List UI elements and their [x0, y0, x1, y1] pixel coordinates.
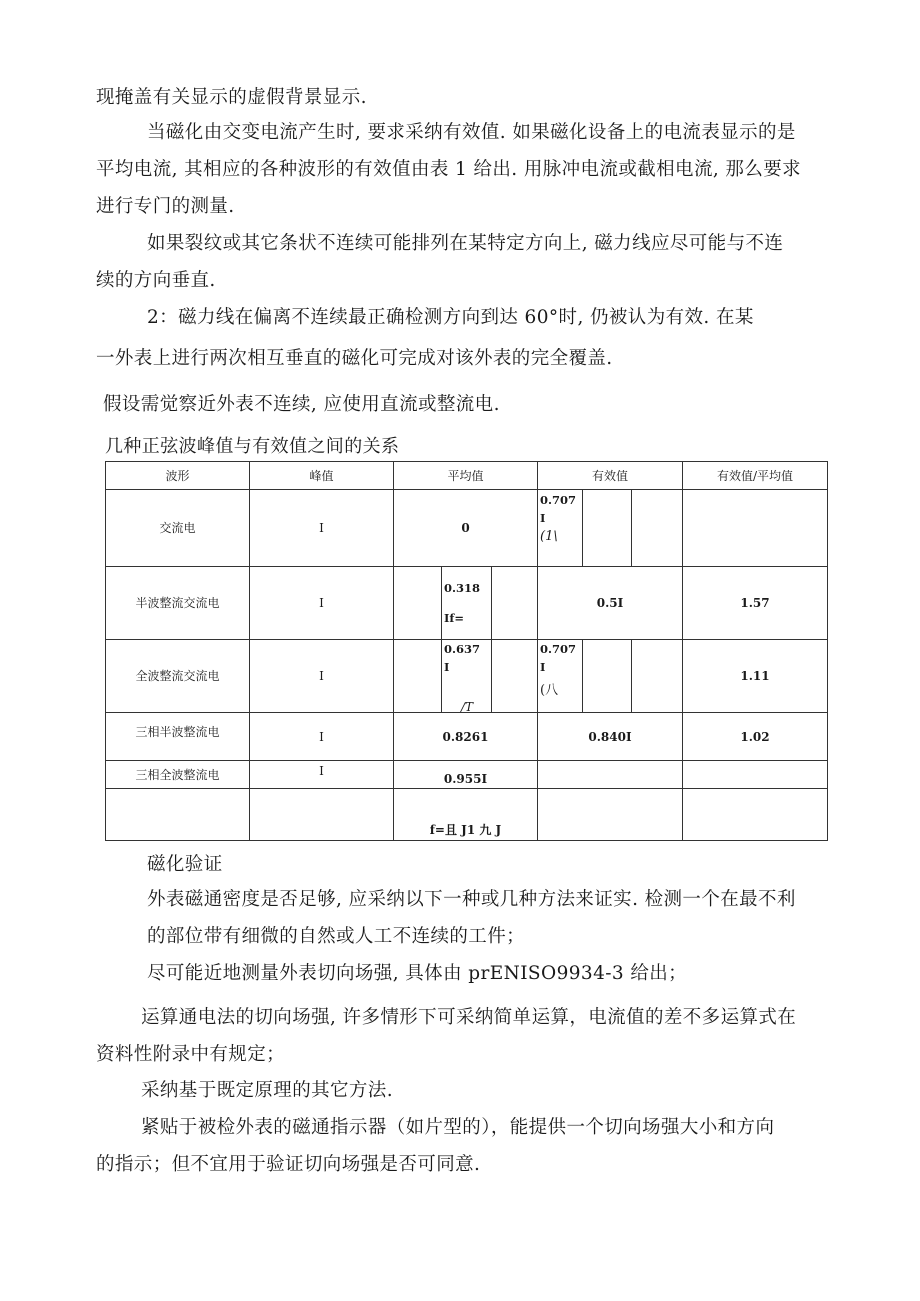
note-line: 一外表上进行两次相互垂直的磁化可完成对该外表的完全覆盖.	[96, 348, 613, 369]
average-cell	[394, 640, 538, 713]
average-value: 0.8261	[394, 713, 538, 761]
paragraph-line: 的部位带有细微的自然或人工不连续的工件；	[147, 926, 526, 947]
ratio-value: 1.11	[683, 640, 828, 713]
waveform-name: 全波整流交流电	[106, 640, 250, 713]
paragraph-line: 如果裂纹或其它条状不连续可能排列在某特定方向上, 磁力线应尽可能与不连	[147, 233, 784, 254]
average-value: 0	[394, 490, 538, 567]
header-cell: 波形	[106, 462, 250, 490]
rms-value: 0.5I	[538, 567, 683, 640]
header-cell: 有效值	[538, 462, 683, 490]
paragraph-line: 假设需觉察近外表不连续, 应使用直流或整流电.	[103, 394, 500, 415]
header-cell: 峰值	[250, 462, 394, 490]
average-value: 0.318	[444, 581, 481, 595]
paragraph-line: 的指示；但不宜用于验证切向场强是否可同意.	[96, 1154, 481, 1175]
note-line: 2：磁力线在偏离不连续最正确检测方向到达 60°时, 仍被认为有效. 在某	[147, 307, 754, 328]
paragraph-line: 当磁化由交变电流产生时, 要求采纳有效值. 如果磁化设备上的电流表显示的是	[147, 122, 796, 143]
cell-divider	[631, 490, 632, 566]
section-heading: 磁化验证	[147, 854, 223, 875]
cell-divider	[441, 640, 442, 712]
waveform-name: 交流电	[106, 490, 250, 567]
peak-value: I	[250, 567, 394, 640]
header-cell: 平均值	[394, 462, 538, 490]
table-caption: 几种正弦波峰值与有效值之间的关系	[105, 436, 400, 457]
rms-cell	[538, 490, 683, 567]
ratio-value: 1.57	[683, 567, 828, 640]
average-cell	[394, 567, 538, 640]
table-row	[106, 567, 828, 640]
waveform-name: 半波整流交流电	[106, 567, 250, 640]
peak-value: I	[250, 490, 394, 567]
table-header-row	[106, 462, 828, 490]
average-value: /T	[461, 700, 474, 714]
rms-value	[538, 789, 683, 841]
table-row	[106, 713, 828, 761]
table-row	[106, 761, 828, 789]
waveform-name: 三相半波整流电	[106, 713, 250, 761]
ratio-value	[683, 490, 828, 567]
header-cell: 有效值/平均值	[683, 462, 828, 490]
paragraph-line: 平均电流, 其相应的各种波形的有效值由表 1 给出. 用脉冲电流或截相电流, 那么要求	[96, 159, 802, 180]
peak-value: I	[250, 761, 394, 789]
cell-divider	[441, 567, 442, 639]
average-value: If=	[444, 611, 464, 625]
rms-value: (1\	[540, 529, 558, 544]
paragraph-line: 资料性附录中有规定；	[96, 1044, 286, 1065]
average-value: 0.637	[444, 642, 481, 656]
paragraph-line: 采纳基于既定原理的其它方法.	[141, 1080, 393, 1101]
average-value: 0.955I	[394, 761, 538, 789]
peak-value	[250, 789, 394, 841]
table-row	[106, 789, 828, 841]
waveform-name: 三相全波整流电	[106, 761, 250, 789]
rms-value: 0.707	[540, 642, 577, 656]
table-row	[106, 490, 828, 567]
cell-divider	[631, 640, 632, 712]
paragraph-line: 尽可能近地测量外表切向场强, 具体由 prENISO9934-3 给出；	[147, 963, 688, 984]
waveform-table	[105, 461, 828, 841]
ratio-value: 1.02	[683, 713, 828, 761]
cell-divider	[491, 640, 492, 712]
ratio-value	[683, 761, 828, 789]
peak-value: I	[250, 640, 394, 713]
paragraph-line: 紧贴于被检外表的磁通指示器（如片型的），能提供一个切向场强大小和方向	[141, 1117, 775, 1138]
paragraph-line: 运算通电法的切向场强, 许多情形下可采纳简单运算，电流值的差不多运算式在	[141, 1007, 797, 1028]
ratio-value	[683, 789, 828, 841]
rms-value: 0.840I	[538, 713, 683, 761]
paragraph-line: 续的方向垂直.	[96, 270, 216, 291]
rms-value: 0.707	[540, 493, 577, 507]
rms-value: I	[540, 660, 546, 674]
rms-value: (八	[540, 683, 559, 698]
paragraph-line: 现掩盖有关显示的虚假背景显示.	[96, 87, 367, 108]
cell-divider	[582, 640, 583, 712]
rms-value: I	[540, 511, 546, 525]
average-value: I	[444, 660, 450, 674]
table-row	[106, 640, 828, 713]
waveform-name	[106, 789, 250, 841]
paragraph-line: 外表磁通密度是否足够, 应采纳以下一种或几种方法来证实. 检测一个在最不利	[147, 889, 796, 910]
paragraph-line: 进行专门的测量.	[96, 196, 235, 217]
rms-value	[538, 761, 683, 789]
formula-text: f=且 J1 九 J	[394, 789, 538, 841]
cell-divider	[582, 490, 583, 566]
peak-value: I	[250, 713, 394, 761]
cell-divider	[491, 567, 492, 639]
rms-cell	[538, 640, 683, 713]
